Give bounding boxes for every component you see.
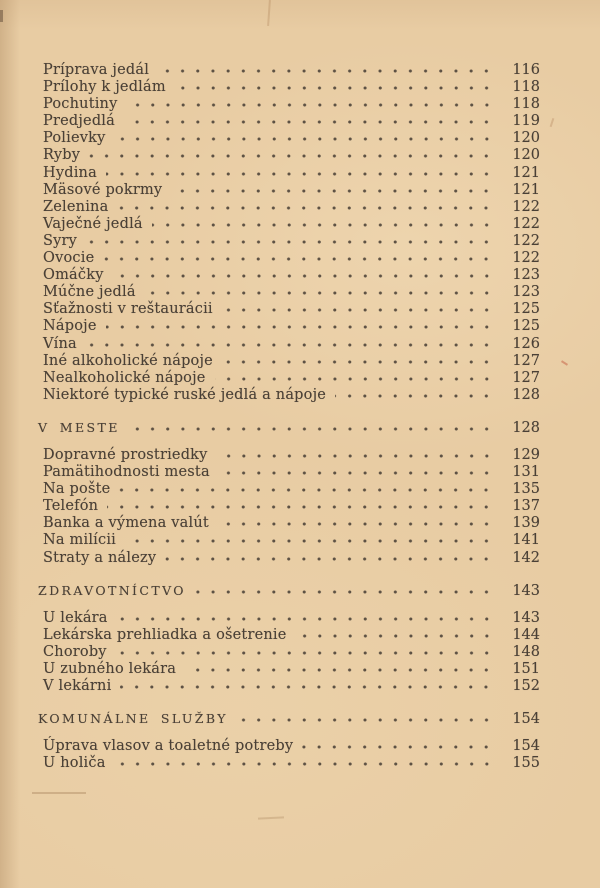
dot-leader [115,130,498,142]
toc-entry-block [38,62,540,404]
toc-entry [38,96,540,113]
toc-entry [38,387,540,404]
toc-entry [38,284,540,301]
toc-entry [38,250,540,267]
toc-entry-label: Syry [43,232,78,249]
page-number: 155 [512,755,540,772]
toc-entry-label: Príprava jedál [43,62,150,78]
page-number: 122 [512,250,540,267]
page-number: 128 [512,386,540,403]
page-number: 129 [512,446,540,463]
dot-leader [107,498,498,510]
page-number: 139 [512,515,540,532]
page-number: 122 [512,198,540,215]
dot-leader [86,336,498,348]
toc-entry [38,610,540,627]
toc-entry [38,62,540,79]
dot-leader [145,284,498,296]
page-number: 125 [512,318,540,335]
dot-leader [120,678,498,690]
dot-leader [335,387,498,399]
page-number: 128 [512,419,540,436]
page-number: 121 [512,164,540,181]
page-number: 135 [512,481,540,498]
toc-entry-label: Vína [43,335,77,352]
dot-leader [171,182,498,194]
page-number: 127 [512,369,540,386]
toc-entry-label: U lekára [43,609,108,626]
toc-entry-label: Straty a nálezy [43,549,157,566]
toc-entry-label: V lekárni [43,678,112,695]
dot-leader [219,464,498,476]
toc-entry-block [38,738,540,772]
dot-leader [103,250,498,262]
dot-leader [165,550,498,562]
page-gutter-shadow [0,0,20,888]
page-number: 137 [512,498,540,515]
paper-smudge [258,816,284,819]
dot-leader [215,370,498,382]
page-number: 123 [512,267,540,284]
toc-entry-label: Múčne jedlá [43,284,136,301]
toc-entry-label: Nealkoholické nápoje [43,369,206,386]
toc-entry [38,199,540,216]
table-of-contents [38,62,540,772]
toc-entry-label: Predjedlá [43,113,115,130]
dot-leader [116,644,498,656]
toc-entry [38,233,540,250]
paper-fiber [550,118,554,127]
page-number: 125 [512,301,540,318]
dot-leader [158,62,498,74]
toc-entry [38,498,540,515]
page-number: 144 [512,626,540,643]
page-number: 154 [512,738,540,755]
dot-leader [86,233,498,245]
toc-entry-label: Sťažnosti v reštaurácii [43,301,213,318]
dot-leader [127,96,499,108]
dot-leader [119,481,498,493]
toc-entry [38,550,540,567]
toc-entry [38,301,540,318]
dot-leader [115,755,498,767]
ink-tick-mark [561,360,568,365]
toc-entry-label: Pochutiny [43,96,118,113]
page-number: 152 [512,678,540,695]
page-number: 118 [512,79,540,96]
page-number: 127 [512,352,540,369]
toc-entry [38,370,540,387]
dot-leader [106,318,498,330]
toc-entry-label: Polievky [43,130,106,147]
page-number: 142 [512,549,540,566]
dot-leader [175,79,498,91]
dot-leader [222,301,498,313]
dot-leader [222,353,498,365]
toc-entry [38,678,540,695]
page-number: 143 [512,582,540,599]
toc-entry-block [38,447,540,567]
toc-entry [38,182,540,199]
dot-leader [195,583,498,595]
toc-entry-label: Banka a výmena valút [43,515,209,532]
page-number: 141 [512,532,540,549]
toc-entry [38,130,540,147]
toc-section-header [38,583,540,600]
page-number: 118 [512,96,540,113]
page-number: 131 [512,464,540,481]
paper-scratch [32,792,86,794]
toc-entry-label: Lekárska prehliadka a ošetrenie [43,626,287,643]
page-number: 120 [512,147,540,164]
page-number: 120 [512,130,540,147]
toc-entry-label: Úprava vlasov a toaletné potreby [43,738,294,755]
toc-entry [38,447,540,464]
toc-entry [38,267,540,284]
dot-leader [152,216,498,228]
toc-entry [38,738,540,755]
toc-entry-label: Omáčky [43,267,104,284]
page-number: 126 [512,335,540,352]
toc-entry-label: Pamätihodnosti mesta [43,464,210,481]
toc-entry [38,627,540,644]
toc-entry [38,79,540,96]
toc-entry [38,336,540,353]
toc-entry-label: Telefón [43,498,99,515]
dot-leader [117,199,498,211]
dot-leader [296,627,498,639]
toc-section-header [38,711,540,728]
toc-entry-label: Vaječné jedlá [43,215,143,232]
section-header-label: V MESTE [38,419,120,435]
dot-leader [218,515,498,527]
toc-entry-label: Zelenina [43,198,109,215]
toc-entry [38,353,540,370]
toc-entry [38,216,540,233]
toc-entry-label: Prílohy k jedlám [43,79,166,96]
page-number: 122 [512,232,540,249]
toc-entry [38,661,540,678]
toc-entry-label: U zubného lekára [43,661,177,677]
page-number: 148 [512,643,540,660]
toc-entry-label: Mäsové pokrmy [43,181,163,198]
dot-leader [185,661,498,673]
paper-crease [267,0,271,26]
toc-entry [38,318,540,335]
toc-entry [38,165,540,182]
toc-entry-label: Na milícii [43,532,116,549]
toc-entry-label: Dopravné prostriedky [43,446,208,463]
page-number: 119 [512,113,540,130]
dot-leader [129,420,498,432]
dot-leader [106,165,498,177]
section-header-label: KOMUNÁLNE SLUŽBY [38,711,228,727]
toc-entry [38,464,540,481]
toc-entry-label: Nápoje [43,318,97,335]
section-header-label: ZDRAVOTNÍCTVO [38,582,186,598]
toc-entry-block [38,610,540,695]
toc-entry-label: Niektoré typické ruské jedlá a nápoje [43,386,327,403]
toc-entry [38,147,540,164]
dot-leader [124,113,498,125]
toc-entry [38,644,540,661]
toc-entry-label: Ryby [43,147,81,164]
toc-section-header [38,420,540,437]
dot-leader [89,147,498,159]
dot-leader [237,711,498,723]
toc-entry [38,113,540,130]
dot-leader [217,447,498,459]
toc-entry [38,532,540,549]
page-number: 122 [512,215,540,232]
toc-entry-label: Hydina [43,164,97,181]
page-number: 151 [512,661,540,677]
page-number: 154 [512,711,540,728]
page-number: 121 [512,181,540,198]
page-number: 116 [512,62,540,78]
page-number: 143 [512,609,540,626]
toc-entry-label: Iné alkoholické nápoje [43,352,213,369]
toc-entry [38,481,540,498]
toc-entry-label: Ovocie [43,250,95,267]
toc-entry-label: U holiča [43,755,106,772]
dot-leader [302,738,498,750]
dot-leader [125,532,498,544]
dot-leader [117,610,498,622]
dot-leader [113,267,498,279]
toc-entry-label: Na pošte [43,481,111,498]
toc-entry [38,515,540,532]
toc-entry-label: Choroby [43,643,107,660]
page-number: 123 [512,284,540,301]
toc-entry [38,755,540,772]
